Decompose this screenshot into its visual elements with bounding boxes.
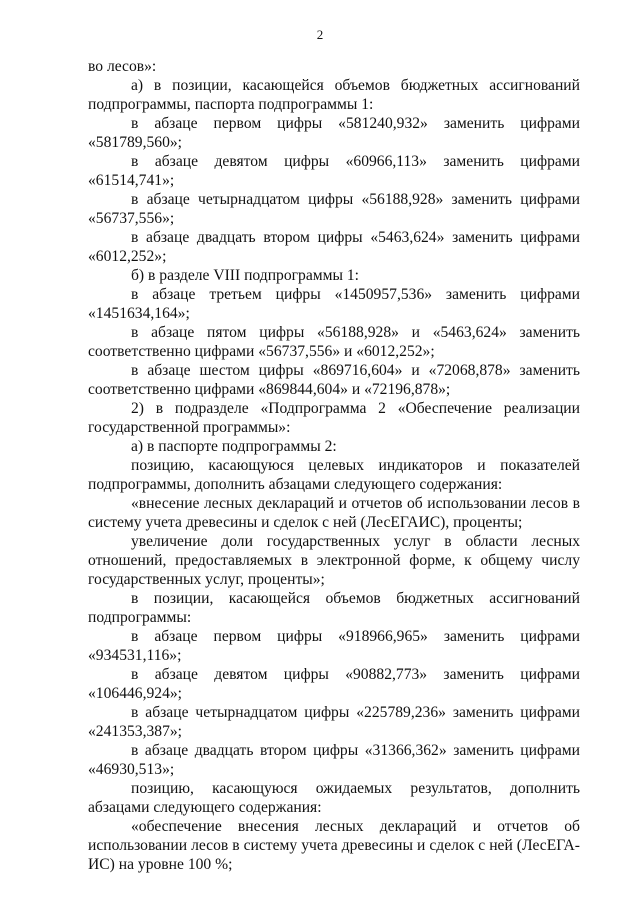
page-number: 2 xyxy=(316,27,324,42)
paragraph: в абзаце четырнадцатом цифры «225789,236» заменить цифрами «241353,387»; xyxy=(88,704,580,740)
paragraph: 2) в подразделе «Подпрограмма 2 «Обеспечение реализации государственной программы»: xyxy=(88,400,580,436)
paragraph: в абзаце шестом цифры «869716,604» и «72068,878» заменить соответственно цифрами «869844,604» и «72196,878»; xyxy=(88,362,580,398)
paragraph: в абзаце четырнадцатом цифры «56188,928» заменить цифрами «56737,556»; xyxy=(88,191,580,227)
paragraph: позицию, касающуюся ожидаемых результатов, дополнить абзацами следующего содержания: xyxy=(88,780,580,816)
document-body xyxy=(88,57,580,874)
paragraph: «внесение лесных деклараций и отчетов об использовании лесов в систему учета древесины и сделок с ней (ЛесЕГАИС), проценты; xyxy=(88,495,580,531)
paragraph: в абзаце двадцать втором цифры «31366,362» заменить цифрами «46930,513»; xyxy=(88,742,580,778)
paragraph: в позиции, касающейся объемов бюджетных ассигнований подпрограммы: xyxy=(88,590,580,626)
paragraph: увеличение доли государственных услуг в области лесных отношений, предоставляемых в электронной форме, к общему числу государственных услуг, проценты»; xyxy=(88,533,580,588)
paragraph: «обеспечение внесения лесных деклараций и отчетов об использовании лесов в систему учета древесины и сделок с ней (ЛесЕГА-ИС) на уровне 100 %; xyxy=(88,818,580,873)
paragraph: в абзаце третьем цифры «1450957,536» заменить цифрами «1451634,164»; xyxy=(88,286,580,322)
paragraph: в абзаце двадцать втором цифры «5463,624» заменить цифрами «6012,252»; xyxy=(88,229,580,265)
paragraph: б) в разделе VIII подпрограммы 1: xyxy=(131,267,359,284)
paragraph: а) в позиции, касающейся объемов бюджетных ассигнований подпрограммы, паспорта подпрограммы 1: xyxy=(88,77,580,113)
paragraph: в абзаце первом цифры «918966,965» заменить цифрами «934531,116»; xyxy=(88,628,580,664)
paragraph: в абзаце первом цифры «581240,932» заменить цифрами «581789,560»; xyxy=(88,115,580,151)
paragraph: во лесов»: xyxy=(88,58,157,75)
paragraph: в абзаце пятом цифры «56188,928» и «5463,624» заменить соответственно цифрами «56737,556» и «6012,252»; xyxy=(88,324,580,360)
paragraph: позицию, касающуюся целевых индикаторов и показателей подпрограммы, дополнить абзацами следующего содержания: xyxy=(88,457,580,493)
paragraph: а) в паспорте подпрограммы 2: xyxy=(131,438,337,455)
paragraph: в абзаце девятом цифры «60966,113» заменить цифрами «61514,741»; xyxy=(88,153,580,189)
paragraph: в абзаце девятом цифры «90882,773» заменить цифрами «106446,924»; xyxy=(88,666,580,702)
